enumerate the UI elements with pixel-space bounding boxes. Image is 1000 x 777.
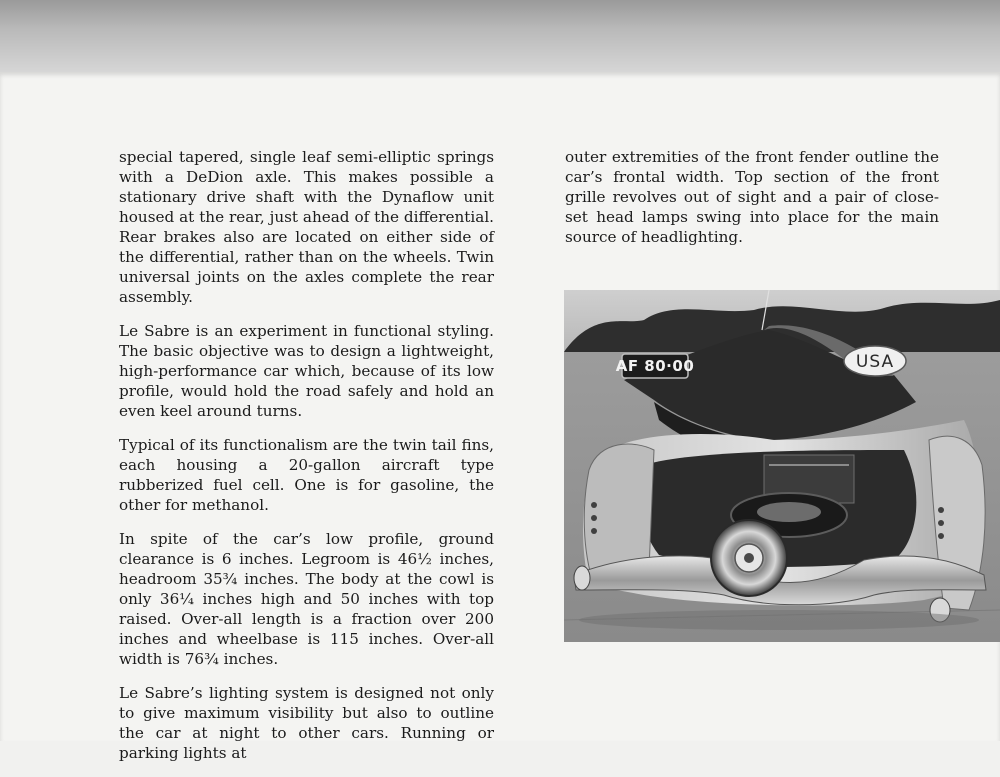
car-photo — [564, 290, 1000, 642]
paragraph-tail-fins: Typical of its functionalism are the twin tail fins, each housing a 20-gallon aircraft type rubberized fuel cell. One is for gasoline, the other for methanol. — [119, 436, 494, 514]
paragraph-springs: special tapered, single leaf semi-elliptic springs with a DeDion axle. This makes possible a stationary drive shaft with the Dynaflow unit housed at the rear, just ahead of the differential. Rear brakes also are located on either side of the differential, rather than on the wheels. Twin universal joints on the axles complete the rear assembly. — [119, 148, 494, 306]
paragraph-front-grille: outer extremities of the front fender outline the car’s frontal width. Top section of the front grille revolves out of sight and a pair of close-set head lamps swing into place for the main source of headlighting. — [565, 148, 939, 246]
scan-background — [0, 0, 1000, 72]
right-text-column — [565, 147, 939, 261]
left-text-column — [119, 147, 494, 777]
paragraph-dimensions: In spite of the car’s low profile, ground clearance is 6 inches. Legroom is 46½ inches, headroom 35¾ inches. The body at the cowl is only 36¼ inches high and 50 inches with top raised. Over-all length is a fraction over 200 inches and wheelbase is 115 inches. Over-all width is 76¾ inches. — [119, 530, 494, 668]
license-plate-text: AF 80·00 — [615, 357, 695, 375]
paragraph-functional-styling: Le Sabre is an experiment in functional styling. The basic objective was to design a lightweight, high-performance car which, because of its low profile, would hold the road safely and hold an even keel around turns. — [119, 322, 494, 420]
paragraph-lighting: Le Sabre’s lighting system is designed not only to give maximum visibility but also to outline the car at night to other cars. Running or parking lights at — [119, 684, 494, 762]
usa-badge-text: USA — [855, 352, 895, 372]
car-rear-illustration — [564, 290, 1000, 642]
